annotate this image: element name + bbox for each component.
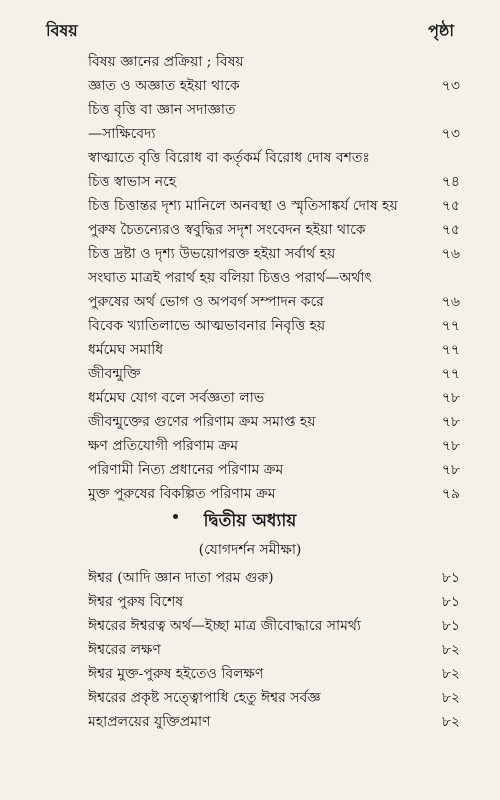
entry-page: ৮১ <box>441 570 460 586</box>
entry-text: জ্ঞাত ও অজ্ঞাত হইয়া থাকে <box>88 78 240 94</box>
entry-text: বিষয় জ্ঞানের প্রক্রিয়া ; বিষয় <box>88 54 244 70</box>
contents-row <box>88 194 460 218</box>
entry-page: ৮১ <box>441 594 460 610</box>
entry-text: বিবেক খ্যাতিলাভে আত্মভাবনার নিবৃত্তি হয় <box>88 318 326 334</box>
contents-row <box>88 614 460 638</box>
entry-page: ৮১ <box>441 618 460 634</box>
contents-row <box>88 434 460 458</box>
contents-row <box>88 410 460 434</box>
column-header-page: পৃষ্ঠা <box>428 21 454 40</box>
contents-row <box>88 290 460 314</box>
contents-row <box>88 98 460 122</box>
column-header-subject: বিষয় <box>46 21 78 40</box>
entry-text: পুরুষ চৈতন্যেরও স্ববুদ্ধির সদৃশ সংবেদন হইয়া থাকে <box>88 222 366 238</box>
contents-row <box>88 710 460 734</box>
contents-row <box>88 386 460 410</box>
entry-text: জীবন্মুক্তের গুণের পরিণাম ক্রম সমাপ্ত হয় <box>88 414 316 430</box>
contents-row <box>88 638 460 662</box>
entry-text: পুরুষের অর্থ ভোগ ও অপবর্গ সম্পাদন করে <box>88 294 324 310</box>
entry-text: ধর্মমেঘ সমাধি <box>88 342 164 358</box>
contents-row <box>88 242 460 266</box>
entry-text: —সাক্ষিবেদ্য <box>88 126 156 142</box>
entry-text: ঈশ্বর পুরুষ বিশেষ <box>88 594 184 610</box>
contents-list-first <box>88 50 460 506</box>
entry-text: মুক্ত পুরুষের বিকল্পিত পরিণাম ক্রম <box>88 486 276 502</box>
entry-text: মহাপ্রলয়ের যুক্তিপ্রমাণ <box>88 714 211 730</box>
contents-row <box>88 170 460 194</box>
entry-text: চিত্ত স্বাভাস নহে <box>88 174 177 190</box>
entry-page: ৭৬ <box>441 246 460 262</box>
entry-text: জীবন্মুক্তি <box>88 366 141 382</box>
entry-text: ক্ষণ প্রতিযোগী পরিণাম ক্রম <box>88 438 239 454</box>
contents-row <box>88 50 460 74</box>
contents-row <box>88 74 460 98</box>
entry-page: ৭৪ <box>441 174 460 190</box>
contents-row <box>88 122 460 146</box>
entry-page: ৮২ <box>441 714 460 730</box>
contents-row <box>88 590 460 614</box>
entry-page: ৭৮ <box>441 438 460 454</box>
contents-row <box>88 686 460 710</box>
entry-page: ৭৩ <box>441 78 460 94</box>
contents-row <box>88 314 460 338</box>
entry-text: ঈশ্বরের প্রকৃষ্ট সত্ত্বোপাধি হেতু ঈশ্বর সর্বজ্ঞ <box>88 690 321 706</box>
entry-text: স্বাত্মাতে বৃত্তি বিরোধ বা কর্তৃকর্ম বিরোধ দোষ বশতঃ <box>88 150 370 166</box>
contents-row <box>88 338 460 362</box>
entry-text: ঈশ্বর মুক্ত-পুরুষ হইতেও বিলক্ষণ <box>88 666 264 682</box>
entry-page: ৭৯ <box>441 486 460 502</box>
contents-list-second <box>88 566 460 734</box>
entry-text: পরিণামী নিত্য প্রধানের পরিণাম ক্রম <box>88 462 284 478</box>
entry-page: ৮২ <box>441 666 460 682</box>
entry-page: ৭৭ <box>441 342 460 358</box>
entry-text: চিত্ত দ্রষ্টা ও দৃশ্য উভয়োপরক্ত হইয়া সর্বার্থ হয় <box>88 246 336 262</box>
contents-row <box>88 458 460 482</box>
contents-row <box>88 266 460 290</box>
entry-text: ঈশ্বর (আদি জ্ঞান দাতা পরম গুরু) <box>88 570 274 586</box>
chapter-title: দ্বিতীয় অধ্যায় <box>203 511 297 531</box>
entry-page: ৭৭ <box>441 318 460 334</box>
contents-row <box>88 362 460 386</box>
contents-row <box>88 566 460 590</box>
entry-page: ৭৩ <box>441 126 460 142</box>
entry-text: চিত্ত বৃত্তি বা জ্ঞান সদাজ্ঞাত <box>88 102 236 118</box>
entry-page: ৭৮ <box>441 390 460 406</box>
entry-page: ৮২ <box>441 642 460 658</box>
entry-page: ৭৭ <box>441 366 460 382</box>
entry-text: ঈশ্বরের লক্ষণ <box>88 642 161 658</box>
entry-text: সংঘাত মাত্রই পরার্থ হয় বলিয়া চিত্তও পরার্থ—অর্থাৎ <box>88 270 372 286</box>
entry-page: ৭৮ <box>441 414 460 430</box>
contents-row <box>88 482 460 506</box>
chapter-subtitle: (যোগদর্শন সমীক্ষা) <box>198 542 302 558</box>
entry-page: ৮২ <box>441 690 460 706</box>
entry-text: ধর্মমেঘ যোগ বলে সর্বজ্ঞতা লাভ <box>88 390 265 406</box>
entry-text: ঈশ্বরের ঈশ্বরত্ব অর্থ—ইচ্ছা মাত্র জীবোদ্ধারে সামর্থ্য <box>88 618 361 634</box>
entry-page: ৭৮ <box>441 462 460 478</box>
contents-row <box>88 146 460 170</box>
entry-page: ৭৬ <box>441 294 460 310</box>
entry-page: ৭৫ <box>441 198 460 214</box>
entry-page: ৭৫ <box>441 222 460 238</box>
contents-row <box>88 662 460 686</box>
contents-row <box>88 218 460 242</box>
entry-text: চিত্ত চিত্তান্তর দৃশ্য মানিলে অনবস্থা ও স্মৃতিসাঙ্কর্য দোষ হয় <box>88 198 398 214</box>
